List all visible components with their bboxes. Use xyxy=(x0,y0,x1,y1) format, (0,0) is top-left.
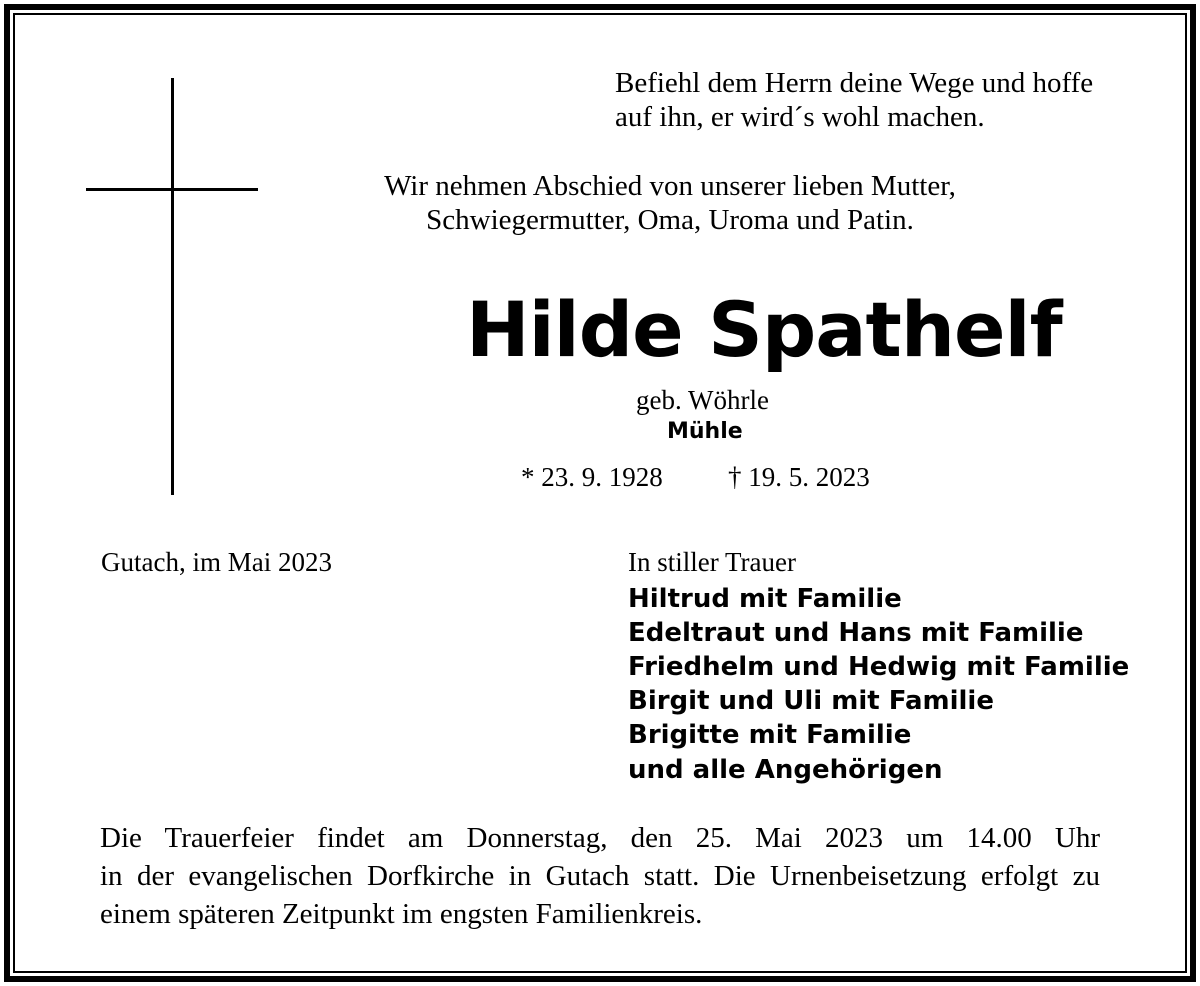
verse-line-2: auf ihn, er wird´s wohl machen. xyxy=(615,101,985,133)
ceremony-notice xyxy=(100,819,1100,933)
mourner-line: Brigitte mit Familie xyxy=(628,720,912,750)
cross-vertical-bar xyxy=(171,78,174,495)
death-date: † 19. 5. 2023 xyxy=(728,462,870,492)
birth-name: geb. Wöhrle xyxy=(636,385,769,415)
mourner-line: Hiltrud mit Familie xyxy=(628,584,902,614)
farewell-line-2: Schwiegermutter, Oma, Uroma und Patin. xyxy=(426,204,914,236)
notice-line-1: Die Trauerfeier findet am Donnerstag, den 25. Mai 2023 um 14.00 Uhr xyxy=(100,822,1100,854)
mourner-line: und alle Angehörigen xyxy=(628,755,943,785)
notice-line-3: einem späteren Zeitpunkt im engsten Familienkreis. xyxy=(100,898,703,930)
deceased-name: Hilde Spathelf xyxy=(466,285,1062,374)
nickname: Mühle xyxy=(667,419,743,444)
mourner-line: Edeltraut und Hans mit Familie xyxy=(628,618,1084,648)
cross-horizontal-bar xyxy=(86,188,258,191)
verse-line-1: Befiehl dem Herrn deine Wege und hoffe xyxy=(615,67,1094,99)
mourning-intro: In stiller Trauer xyxy=(628,547,796,577)
notice-line-2: in der evangelischen Dorfkirche in Gutach statt. Die Urnenbeisetzung erfolgt zu xyxy=(100,860,1100,892)
mourner-line: Friedhelm und Hedwig mit Familie xyxy=(628,652,1130,682)
farewell-line-1: Wir nehmen Abschied von unserer lieben Mutter, xyxy=(384,170,956,202)
mourner-line: Birgit und Uli mit Familie xyxy=(628,686,994,716)
place-date: Gutach, im Mai 2023 xyxy=(101,547,332,577)
birth-date: * 23. 9. 1928 xyxy=(521,462,663,492)
